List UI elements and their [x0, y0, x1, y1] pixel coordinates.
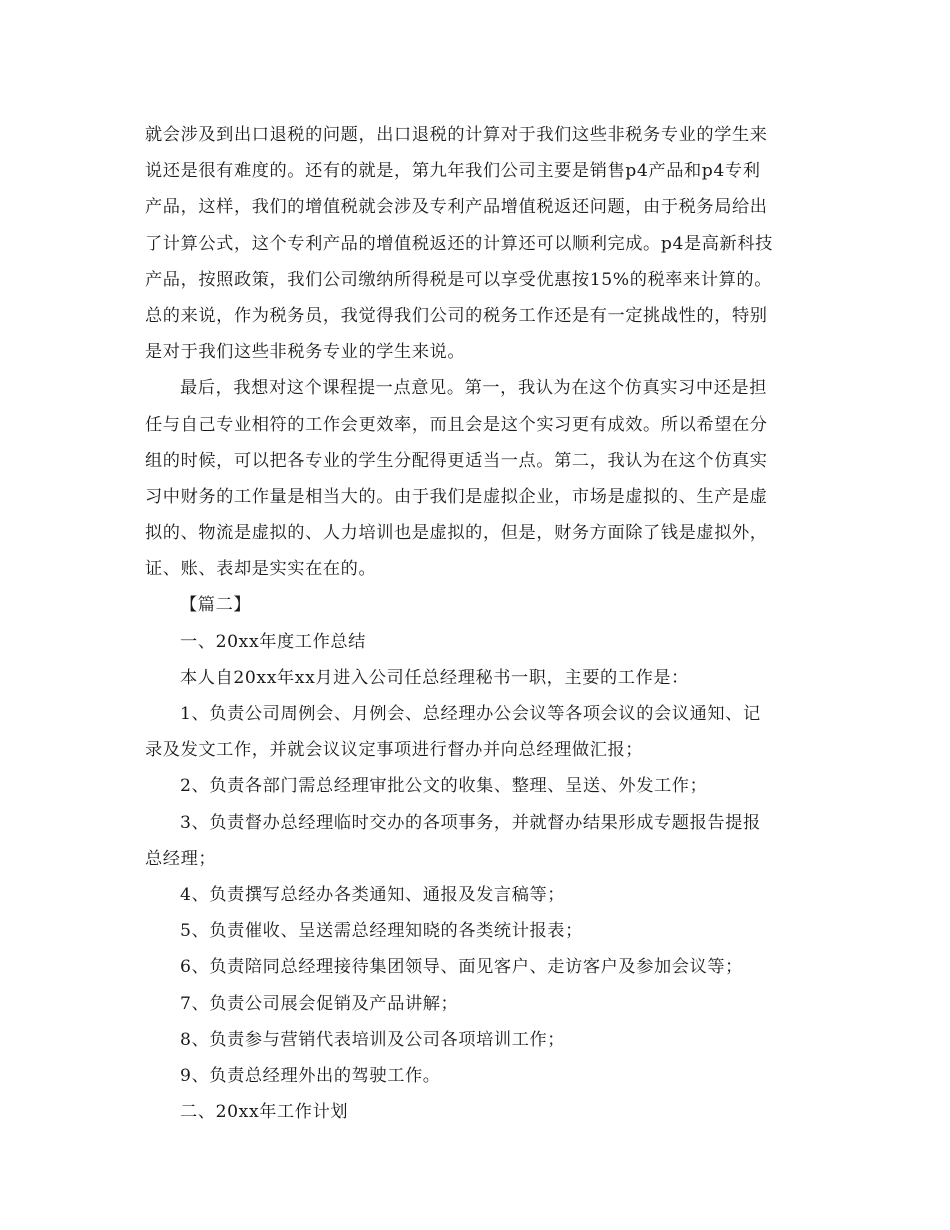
text-line: 总的来说，作为税务员，我觉得我们公司的税务工作还是有一定挑战性的，特别 [145, 305, 768, 326]
list-item: 2、负责各部门需总经理审批公文的收集、整理、呈送、外发工作； [180, 776, 708, 797]
text-line: 拟的、物流是虚拟的、人力培训也是虚拟的，但是，财务方面除了钱是虚拟外， [145, 523, 768, 544]
text-line: 证、账、表却是实实在在的。 [145, 559, 377, 580]
list-item: 9、负责总经理外出的驾驶工作。 [180, 1065, 441, 1086]
list-item: 3、负责督办总经理临时交办的各项事务，并就督办结果形成专题报告提报 [180, 812, 761, 833]
text-line: 产品，这样，我们的增值税就会涉及专利产品增值税返还问题，由于税务局给出 [145, 197, 768, 218]
text-line: 习中财务的工作量是相当大的。由于我们是虚拟企业，市场是虚拟的、生产是虚 [145, 486, 768, 507]
text-line: 就会涉及到出口退税的问题，出口退税的计算对于我们这些非税务专业的学生来 [145, 125, 768, 145]
text-line: 是对于我们这些非税务专业的学生来说。 [145, 342, 466, 363]
list-item: 5、负责催收、呈送需总经理知晓的各类统计报表； [180, 921, 583, 942]
text-line: 本人自20xx年xx月进入公司任总经理秘书一职，主要的工作是： [180, 667, 689, 688]
document-body [145, 117, 810, 1130]
text-line: 了计算公式，这个专利产品的增值税返还的计算还可以顺利完成。p4是高新科技 [145, 233, 773, 254]
list-item: 4、负责撰写总经办各类通知、通报及发言稿等； [180, 884, 566, 905]
text-line: 产品，按照政策，我们公司缴纳所得税是可以享受优惠按15%的税率来计算的。 [145, 269, 772, 290]
section-heading: 【篇二】 [180, 595, 252, 616]
text-line: 录及发文工作，并就会议议定事项进行督办并向总经理做汇报； [145, 740, 644, 761]
subsection-heading: 二、20xx年工作计划 [180, 1102, 349, 1123]
list-item: 8、负责参与营销代表培训及公司各项培训工作； [180, 1029, 566, 1050]
text-line: 说还是很有难度的。还有的就是，第九年我们公司主要是销售p4产品和p4专利 [145, 161, 761, 182]
list-item: 7、负责公司展会促销及产品讲解； [180, 993, 459, 1014]
text-line: 组的时候，可以把各专业的学生分配得更适当一点。第二，我认为在这个仿真实 [145, 450, 768, 471]
list-item: 6、负责陪同总经理接待集团领导、面见客户、走访客户及参加会议等； [180, 957, 743, 978]
list-item: 1、负责公司周例会、月例会、总经理办公会议等各项会议的会议通知、记 [180, 704, 761, 724]
text-line: 任与自己专业相符的工作会更效率，而且会是这个实习更有成效。所以希望在分 [145, 414, 768, 435]
text-line: 最后，我想对这个课程提一点意见。第一，我认为在这个仿真实习中还是担 [180, 378, 767, 399]
subsection-heading: 一、20xx年度工作总结 [180, 631, 366, 652]
text-line: 总经理； [145, 848, 217, 869]
